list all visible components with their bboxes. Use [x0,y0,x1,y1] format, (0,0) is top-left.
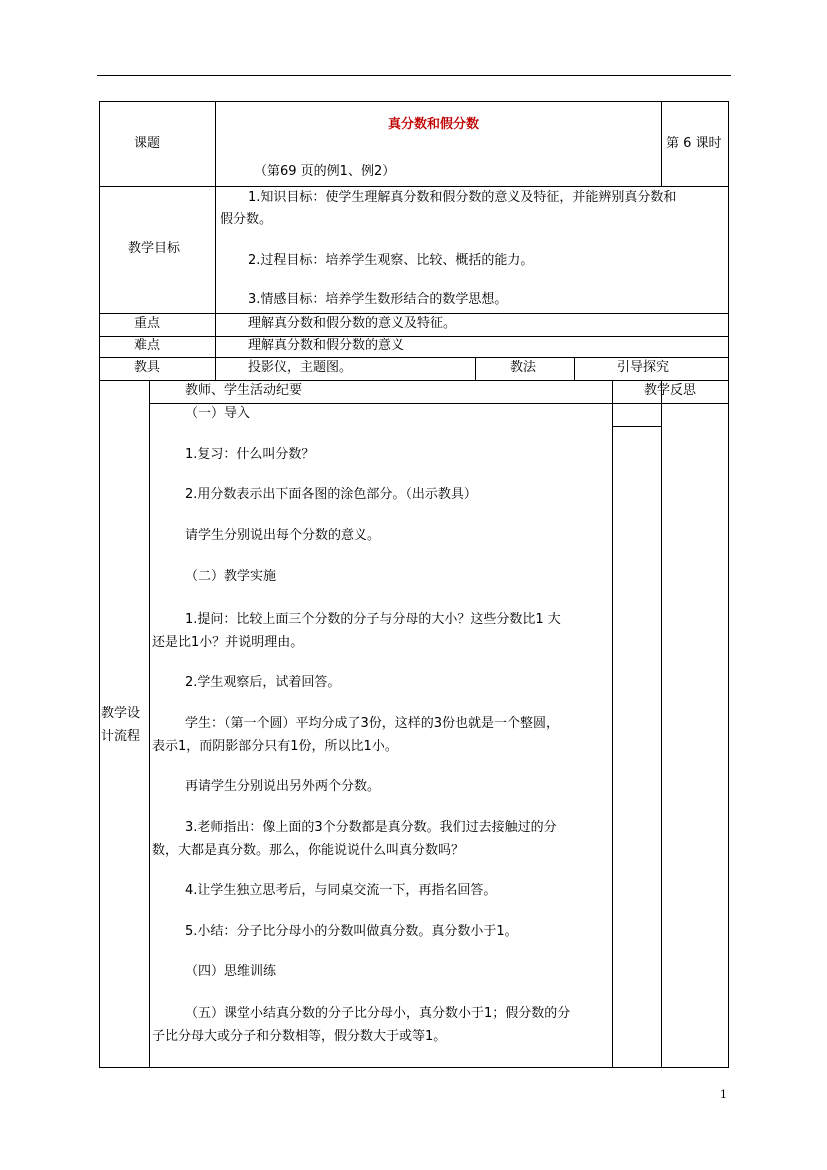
goal-1-line-2: 假分数。 [220,212,273,227]
key-content: 理解真分数和假分数的意义及特征。 [248,316,457,331]
para-training-heading: （四）思维训练 [185,964,277,979]
para-conclusion-line-1: （五）课堂小结真分数的分子比分母小，真分数小于1；假分数的分 [185,1006,571,1021]
para-teacher-line-1: 3.老师指出：像上面的3个分数都是真分数。我们过去接触过的分 [185,820,557,835]
lesson-subtitle: （第69 页的例1、例2） [254,164,396,179]
label-process-1: 教学设 [101,706,141,721]
goal-1-line-1: 1.知识目标：使学生理解真分数和假分数的意义及特征，并能辨别真分数和 [248,190,677,205]
para-student-line-2: 表示1，而阴影部分只有1份，所以比1小。 [152,739,398,754]
para-question-line-2: 还是比1小？并说明理由。 [152,635,304,650]
process-header-left: 教师、学生活动纪要 [185,383,303,398]
label-method: 教法 [510,360,537,375]
lesson-title: 真分数和假分数 [388,117,480,132]
para-review: 1.复习：什么叫分数？ [185,447,315,462]
para-show-fractions: 2.用分数表示出下面各图的涂色部分。（出示教具） [185,487,477,502]
page-number: 1 [720,1088,727,1101]
label-goals: 教学目标 [128,241,181,256]
para-intro-heading: （一）导入 [185,406,251,421]
label-difficult: 难点 [134,338,161,353]
label-process-2: 计流程 [101,729,141,744]
header-rule [97,75,731,76]
process-header-right: 教学反思 [644,383,697,398]
para-ask-meaning: 请学生分别说出每个分数的意义。 [185,528,381,543]
difficult-content: 理解真分数和假分数的意义 [248,338,405,353]
para-conclusion-line-2: 子比分母大或分子和分数相等，假分数大于或等1。 [152,1029,447,1044]
label-key: 重点 [134,316,161,331]
para-observe: 2.学生观察后，试着回答。 [185,675,341,690]
goal-3: 3.情感目标：培养学生数形结合的数学思想。 [248,292,508,307]
label-tools: 教具 [134,360,161,375]
lesson-period: 第 6 课时 [666,136,722,151]
para-question-line-1: 1.提问：比较上面三个分数的分子与分母的大小？这些分数比1 大 [185,612,561,627]
method-content: 引导探究 [617,360,670,375]
para-implement-heading: （二）教学实施 [185,569,277,584]
para-think: 4.让学生独立思考后，与同桌交流一下，再指名回答。 [185,883,497,898]
para-student-line-1: 学生：（第一个圆）平均分成了3份，这样的3份也就是一个整圆， [185,716,560,731]
para-other-fractions: 再请学生分别说出另外两个分数。 [185,779,381,794]
para-teacher-line-2: 数，大都是真分数。那么，你能说说什么叫真分数吗？ [152,843,465,858]
para-summary: 5.小结：分子比分母小的分数叫做真分数。真分数小于1。 [185,924,518,939]
tools-content: 投影仪，主题图。 [248,360,353,375]
goal-2: 2.过程目标：培养学生观察、比较、概括的能力。 [248,253,534,268]
label-topic: 课题 [134,136,161,151]
